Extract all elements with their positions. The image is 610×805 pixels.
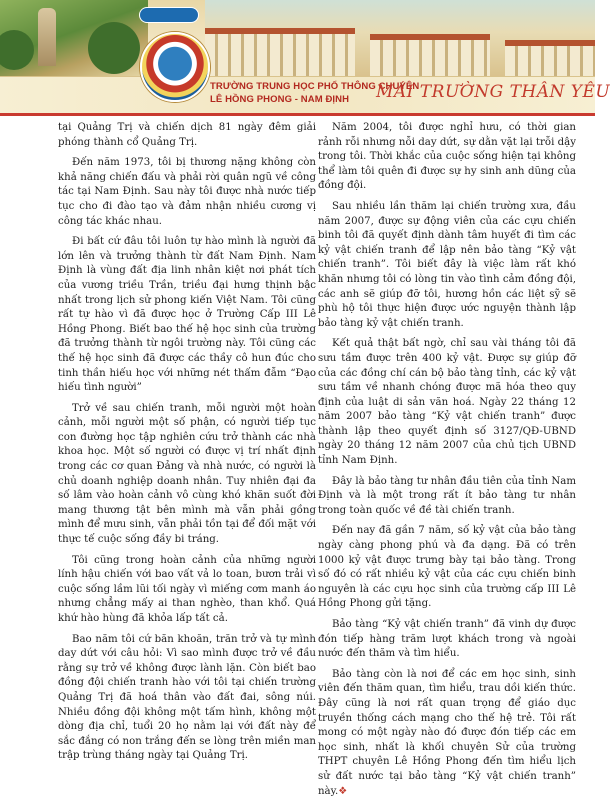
- paragraph: Đến năm 1973, tôi bị thương nặng không còn khả năng chiến đấu và phải rời quân ngũ về công tác tại Nam Định. Sau này tôi được nhà nước tiếp tục cho đi đào tạo và đảm nhận nhiều cương vị công tác khác nhau.: [58, 157, 316, 227]
- section-slogan: MÁI TRƯỜNG THÂN YÊU: [376, 82, 610, 102]
- paragraph: Bảo tàng “Kỷ vật chiến tranh” đã vinh dự được đón tiếp hàng trăm lượt khách trong và ngoài nước đến thăm và tìm hiểu.: [318, 619, 576, 660]
- logo-tag: [140, 8, 198, 22]
- article-left-column: [58, 121, 316, 770]
- school-name-line1: TRƯỜNG TRUNG HỌC PHỔ THÔNG CHUYÊN: [210, 81, 420, 92]
- paragraph: Đến nay đã gần 7 năm, số kỷ vật của bảo tàng ngày càng phong phú và đa dạng. Đã có trên 1000 kỷ vật được trưng bày tại bảo tàng. Trong số đó có rất nhiều kỷ vật của các cựu chiến binh nguyên là các cựu học sinh của trường cấp III Lê Hồng Phong gửi tặng.: [318, 525, 576, 610]
- paragraph: Tôi cũng trong hoàn cảnh của những người lính hậu chiến với bao vất vả lo toan, bươn trải vì cuộc sống lầm lũi tối ngày vì miếng cơm manh áo nhưng chẳng mấy ai than nghèo, than khổ. Quá khứ hào hùng đã khỏa lấp tất cả.: [58, 554, 316, 624]
- paragraph: Trở về sau chiến tranh, mỗi người một hoàn cảnh, mỗi người một số phận, có người tiếp tục con đường học tập nghiên cứu trở thành các nhà khoa học. Một số người có được vị trí nhất định trong các cơ quan Đảng và nhà nước, có người là chủ doanh nghiệp doanh nhân. Tuy nhiên đại đa số lâm vào hoàn cảnh vô cùng khó khăn suốt đời mang thương tật bên mình mà vẫn phải gồng mình để mưu sinh, vẫn phải tồn tại để đối mặt với thực tế cuộc sống đầy bi tráng.: [58, 402, 316, 546]
- paragraph: Đi bất cứ đâu tôi luôn tự hào mình là người đã lớn lên và trưởng thành từ đất Nam Định. Nam Định là vùng đất địa linh nhân kiệt nơi phát tích của vương triều Trần, triều đại hưng thịnh bậc nhất trong lịch sử phong kiến Việt Nam. Tôi cũng rất tự hào vì đã được học ở Trường Cấp III Lê Hồng Phong. Biết bao thế hệ học sinh của trường đã trưởng thành từ ngôi trường này. Tôi cũng các thế hệ học sinh đã được các thầy cô hun đúc cho tinh thần hiếu học với những nét thấm đẫm “Đạo hiếu tình người”: [58, 236, 316, 394]
- pagoda-photo: [0, 0, 148, 76]
- paragraph: Bao năm tôi cứ băn khoăn, trăn trở và tự mình day dứt với câu hỏi: Vì sao mình được trở về đầu rằng sự trở về không được lành lặn. Còn biết bao đồng đội chiến tranh hào với tôi tại chiến trường Quảng Trị đã hoá thân vào đất đai, sông núi. Nhiều đồng đội không một tấm hình, không một dòng địa chỉ, tuổi 20 họ nằm lại với đất này để sắc đắng có non trắng đến se lòng trên miền man trập trùng tháng ngày tại Quảng Trị.: [58, 633, 316, 762]
- school-buildings-photo: [205, 0, 595, 80]
- school-name-line2: LÊ HỒNG PHONG - NAM ĐỊNH: [210, 94, 350, 105]
- end-mark-icon: ❖: [338, 785, 348, 797]
- paragraph: Sau nhiều lần thăm lại chiến trường xưa, đầu năm 2007, được sự động viên của các cựu chiến binh tôi đã quyết định dành tâm huyết đi tìm các kỷ vật chiến tranh để lập nên bảo tàng “Kỷ vật chiến tranh”. Tôi biết đây là việc làm rất khó khăn nhưng tôi có lòng tin vào tình cảm đồng đội, các anh sẽ giúp đỡ tôi, hương hồn các liệt sỹ sẽ phù hộ tôi thực hiện được ước nguyện thành lập bảo tàng kỷ vật chiến tranh.: [318, 200, 576, 329]
- paragraph: tại Quảng Trị và chiến dịch 81 ngày đêm giải phóng thành cổ Quảng Trị.: [58, 122, 316, 148]
- article-right-column: [318, 121, 576, 805]
- paragraph: Đây là bảo tàng tư nhân đầu tiên của tỉnh Nam Định và là một trong rất ít bảo tàng tư nhân trong toàn quốc về đề tài chiến tranh.: [318, 475, 576, 516]
- paragraph: Kết quả thật bất ngờ, chỉ sau vài tháng tôi đã sưu tầm được trên 400 kỷ vật. Được sự giúp đỡ của các đồng chí cán bộ bảo tàng tỉnh, các kỷ vật sưu tầm về nhanh chóng được mã hóa theo quy định của luật di sản văn hoá. Ngày 22 tháng 12 năm 2007 bảo tàng “Kỷ vật chiến tranh” được thành lập theo quyết định số 3127/QĐ-UBND ngày 20 tháng 12 năm 2007 của chủ tịch UBND tỉnh Nam Định.: [318, 338, 576, 467]
- paragraph-final: [318, 668, 576, 799]
- paragraph-final-text: Bảo tàng còn là nơi để các em học sinh, sinh viên đến thăm quan, tìm hiểu, trau dồi kiến thức. Đây cũng là nơi rất quan trọng để giáo dục truyền thống cách mạng cho thế hệ trẻ. Tôi rất mong có một ngày nào đó được đón tiếp các em học sinh, nhất là khối chuyên Sử của trường THPT chuyên Lê Hồng Phong đến tìm hiểu lịch sử đất nước tại bảo tàng “Kỷ vật chiến tranh” này.: [318, 668, 576, 797]
- school-logo-icon: [140, 32, 210, 102]
- paragraph: Năm 2004, tôi được nghỉ hưu, có thời gian rảnh rỗi nhưng nỗi day dứt, sự dằn vặt lại trỗi dậy trong tôi. Thời khắc của cuộc sống hiện tại không thể làm tôi quên đi được sự hy sinh anh dũng của đồng đội.: [318, 122, 576, 192]
- header-banner: [0, 0, 610, 112]
